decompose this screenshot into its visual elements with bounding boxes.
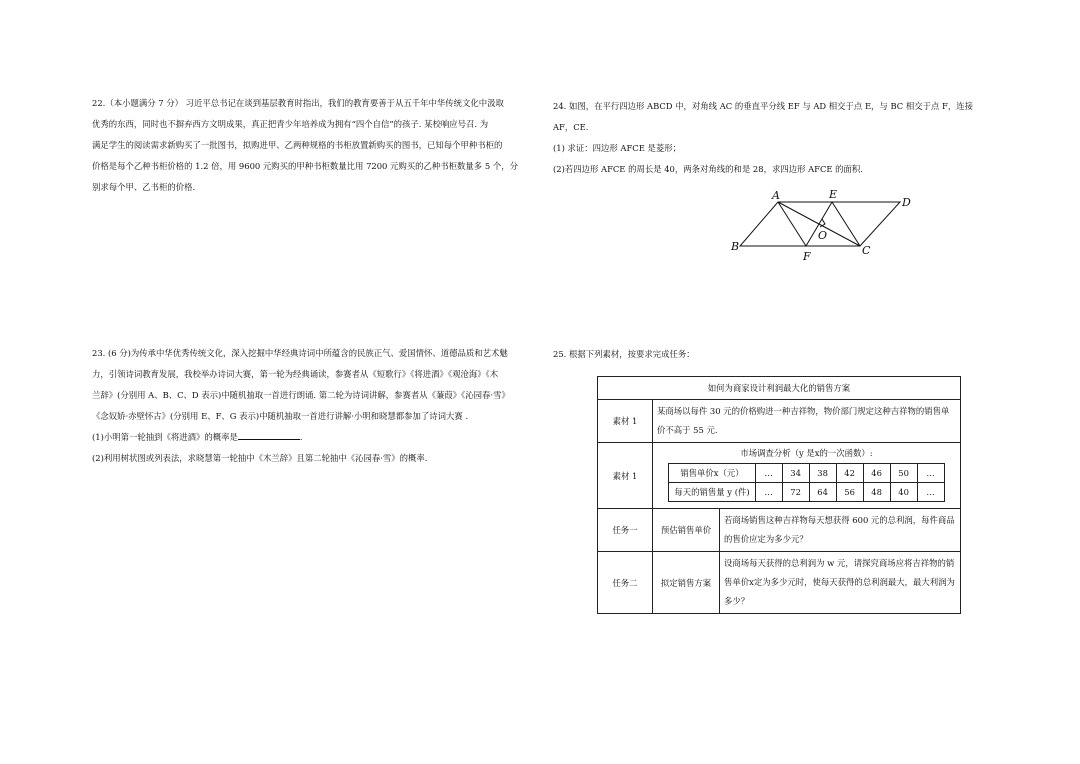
sales-row <box>669 483 944 502</box>
sales-cell: 40 <box>890 483 917 502</box>
q24-line: AF，CE. <box>553 122 589 132</box>
q23-line: 23. (6 分)为传承中华优秀传统文化，深入挖掘中华经典诗词中所蕴含的民族正气、爱国情怀、道德品质和艺术魅 <box>92 348 508 358</box>
price-cell: 34 <box>782 464 809 483</box>
price-cell: 50 <box>890 464 917 483</box>
segment-af <box>778 202 806 246</box>
price-cell: … <box>917 464 944 483</box>
task-1-label: 任务一 <box>598 509 653 552</box>
q22-line: 别求每个甲、乙书柜的价格. <box>92 182 196 192</box>
q25-intro: 25. 根据下列素材，按要求完成任务： <box>553 349 695 359</box>
task-2-label: 任务二 <box>598 552 653 614</box>
price-row <box>669 464 944 483</box>
table-title: 如何为商家设计利润最大化的销售方案 <box>598 377 961 400</box>
sales-cell: … <box>755 483 782 502</box>
material-1-text: 某商场以每件 30 元的价格购进一种吉祥物，物价部门规定这种吉祥物的销售单价不高于 55 元. <box>653 400 961 443</box>
price-row-label: 销售单价x（元） <box>669 464 755 483</box>
price-cell: 46 <box>863 464 890 483</box>
label-o: O <box>818 229 828 242</box>
label-d: D <box>902 196 911 209</box>
question-25 <box>553 344 695 365</box>
task-table <box>597 376 961 614</box>
q23-line: 兰辞》(分别用 A、B、C、D 表示)中随机抽取一首进行朗诵. 第二轮为诗词讲解，参赛者从《蒹葭》《沁园春·雪》 <box>92 390 510 400</box>
q23-part1-suffix: . <box>299 432 303 442</box>
label-a: A <box>772 189 780 202</box>
q22-line: 价格是每个乙种书柜价格的 1.2 倍，用 9600 元购买的甲种书柜数量比用 7200 元购买的乙种书柜数量多 5 个，分 <box>92 161 518 171</box>
q23-line: 《念奴娇·赤壁怀古》(分别用 E、F、G 表示)中随机抽取一首进行讲解·小明和晓慧都参加了诗词大赛 . <box>92 411 469 421</box>
sales-cell: 72 <box>782 483 809 502</box>
task-2-text: 设商场每天获得的总利润为 w 元，请探究商场应将吉祥物的销售单价x定为多少元时，使每天获得的总利润最大，最大利润为多少？ <box>720 552 961 614</box>
label-e: E <box>829 188 838 201</box>
task-2-name: 拟定销售方案 <box>653 552 720 614</box>
data-table <box>668 463 944 502</box>
sales-row-label: 每天的销售量 y (件) <box>669 483 755 502</box>
material-2-content <box>653 443 961 509</box>
task-1-name: 预估销售单价 <box>653 509 720 552</box>
q24-line: (1) 求证：四边形 AFCE 是菱形； <box>553 143 681 153</box>
price-cell: 42 <box>836 464 863 483</box>
parallelogram-figure <box>728 186 918 266</box>
segment-ce <box>832 202 860 246</box>
material-2-caption: 市场调查分析（y 是x的一次函数）: <box>740 448 873 458</box>
task-1-text: 若商场销售这种吉祥物每天想获得 600 元的总利润，每件商品的售价应定为多少元？ <box>720 509 961 552</box>
question-22 <box>92 93 518 198</box>
label-b: B <box>731 240 740 253</box>
price-cell: … <box>755 464 782 483</box>
sales-cell: … <box>917 483 944 502</box>
price-cell: 38 <box>809 464 836 483</box>
material-1-label: 素材 1 <box>598 400 653 443</box>
sales-cell: 64 <box>809 483 836 502</box>
answer-blank <box>238 429 300 440</box>
material-2-label: 素材 1 <box>598 443 653 509</box>
question-23 <box>92 343 510 469</box>
q24-line: (2)若四边形 AFCE 的周长是 40，两条对角线的和是 28，求四边形 AFCE 的面积. <box>553 164 863 174</box>
q24-line: 24. 如图，在平行四边形 ABCD 中，对角线 AC 的垂直平分线 EF 与 AD 相交于点 E，与 BC 相交于点 F，连接 <box>553 101 973 111</box>
q23-line: 力，引领诗词教育发展，我校举办诗词大赛，第一轮为经典诵读，参赛者从《短歌行》《将进酒》《观沧海》《木 <box>92 369 499 379</box>
q23-part1 <box>92 427 510 448</box>
q22-line: 优秀的东西，同时也不摒弃西方文明成果，真正把青少年培养成为拥有“四个自信”的孩子. 某校响应号召. 为 <box>92 119 489 129</box>
label-f: F <box>803 250 811 263</box>
q22-line: 满足学生的阅读需求新购买了一批图书，拟购进甲、乙两种规格的书柜放置新购买的图书，已知每个甲种书柜的 <box>92 140 503 150</box>
q23-part2: (2)利用树状图或列表法，求晓慧第一轮抽中《木兰辞》且第二轮抽中《沁园春·雪》的概率. <box>92 453 428 463</box>
sales-cell: 56 <box>836 483 863 502</box>
q22-line: 22.（本小题满分 7 分） 习近平总书记在谈到基层教育时指出，我们的教育要善于从五千年中华传统文化中汲取 <box>92 98 504 108</box>
q23-part1-text: (1)小明第一轮抽到《将进酒》的概率是 <box>92 432 238 442</box>
sales-cell: 48 <box>863 483 890 502</box>
question-24 <box>553 96 973 180</box>
label-c: C <box>862 244 871 257</box>
